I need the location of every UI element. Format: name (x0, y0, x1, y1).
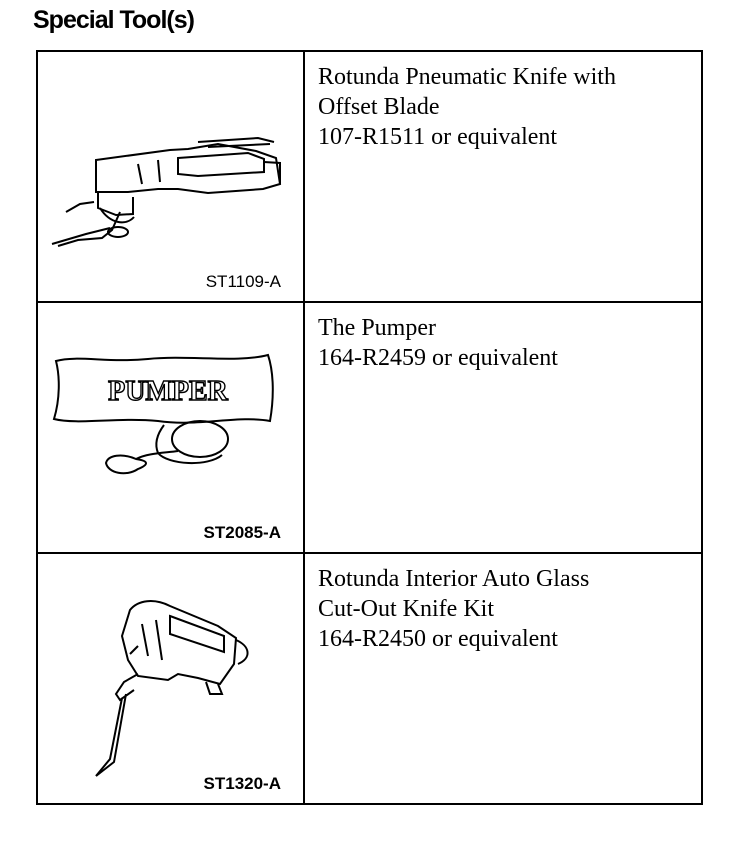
tool-description-cell (304, 553, 702, 804)
figure-code: ST2085-A (203, 523, 281, 542)
table-row (37, 553, 702, 804)
table-row (37, 302, 702, 553)
tool-figure-cell (37, 553, 304, 804)
tool-description-cell (304, 51, 702, 302)
tool-name: Cut-Out Knife Kit (318, 596, 494, 622)
page-title: Special Tool(s) (33, 6, 194, 34)
figure-code: ST1109-A (205, 272, 281, 291)
tool-name: Rotunda Pneumatic Knife with (318, 64, 616, 90)
tool-part-number: 164-R2450 or equivalent (318, 626, 558, 652)
pneumatic-knife-illustration (38, 52, 303, 301)
tool-name: The Pumper (318, 315, 436, 341)
glass-cutout-knife-illustration (38, 554, 303, 803)
special-tools-table (36, 50, 703, 805)
tool-part-number: 164-R2459 or equivalent (318, 345, 558, 371)
table-row (37, 51, 702, 302)
pumper-label: PUMPER (108, 376, 228, 407)
tool-name: Rotunda Interior Auto Glass (318, 566, 590, 592)
tool-name: Offset Blade (318, 94, 440, 120)
tool-description-cell (304, 302, 702, 553)
tool-part-number: 107-R1511 or equivalent (318, 124, 558, 150)
tool-figure-cell (37, 51, 304, 302)
figure-code: ST1320-A (203, 774, 281, 793)
tool-figure-cell (37, 302, 304, 553)
pumper-illustration (38, 303, 303, 552)
